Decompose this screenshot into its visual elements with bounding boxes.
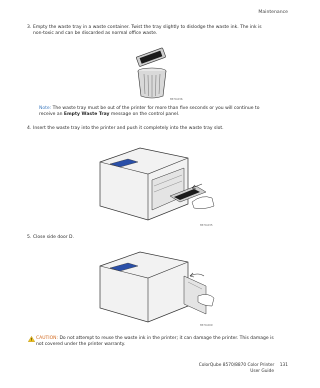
step-number: 5. xyxy=(27,235,32,240)
step-text: Insert the waste tray into the printer and push it completely into the waste tray slot. xyxy=(33,126,224,131)
waste-container-illustration xyxy=(118,44,188,102)
footer-line-1 xyxy=(199,363,288,369)
caution-label: CAUTION: xyxy=(36,336,59,341)
caution-text: Do not attempt to reuse the waste ink in the printer; it can damage the printer. This damage is not covered under the printer warranty. xyxy=(36,336,274,348)
insert-tray-illustration xyxy=(88,140,218,228)
note-message: Empty Waste Tray xyxy=(63,112,110,118)
figure-code: 8570-035 xyxy=(200,224,213,227)
step-5 xyxy=(27,235,273,241)
page-footer xyxy=(199,363,288,375)
step-text: Empty the waste tray in a waste container. Twist the tray slightly to dislodge the waste ink. The ink is non-toxic and can be discarded as normal office waste. xyxy=(33,25,262,37)
caution xyxy=(36,336,276,349)
step-number: 3. xyxy=(27,25,32,30)
figure-code: 8570-036 xyxy=(170,98,183,101)
page-number: 131 xyxy=(279,363,288,368)
guide-name: User Guide xyxy=(250,369,274,374)
step-number: 4. xyxy=(27,126,32,131)
caution-icon xyxy=(28,336,35,342)
note-text-end: message on the control panel. xyxy=(110,112,180,118)
section-title: Maintenance xyxy=(258,10,288,15)
note-label: Note: xyxy=(39,106,52,111)
step-3 xyxy=(27,25,273,38)
step-4 xyxy=(27,126,273,132)
note-text: The waste tray must be out of the printer for more than five seconds or you will continue to receive an xyxy=(39,106,260,118)
note xyxy=(39,106,274,119)
step-text: Close side door D. xyxy=(33,235,74,240)
close-door-illustration xyxy=(88,246,218,328)
product-name: ColorQube 8570/8870 Color Printer xyxy=(198,363,275,368)
figure-code: 8570-009 xyxy=(200,324,213,327)
